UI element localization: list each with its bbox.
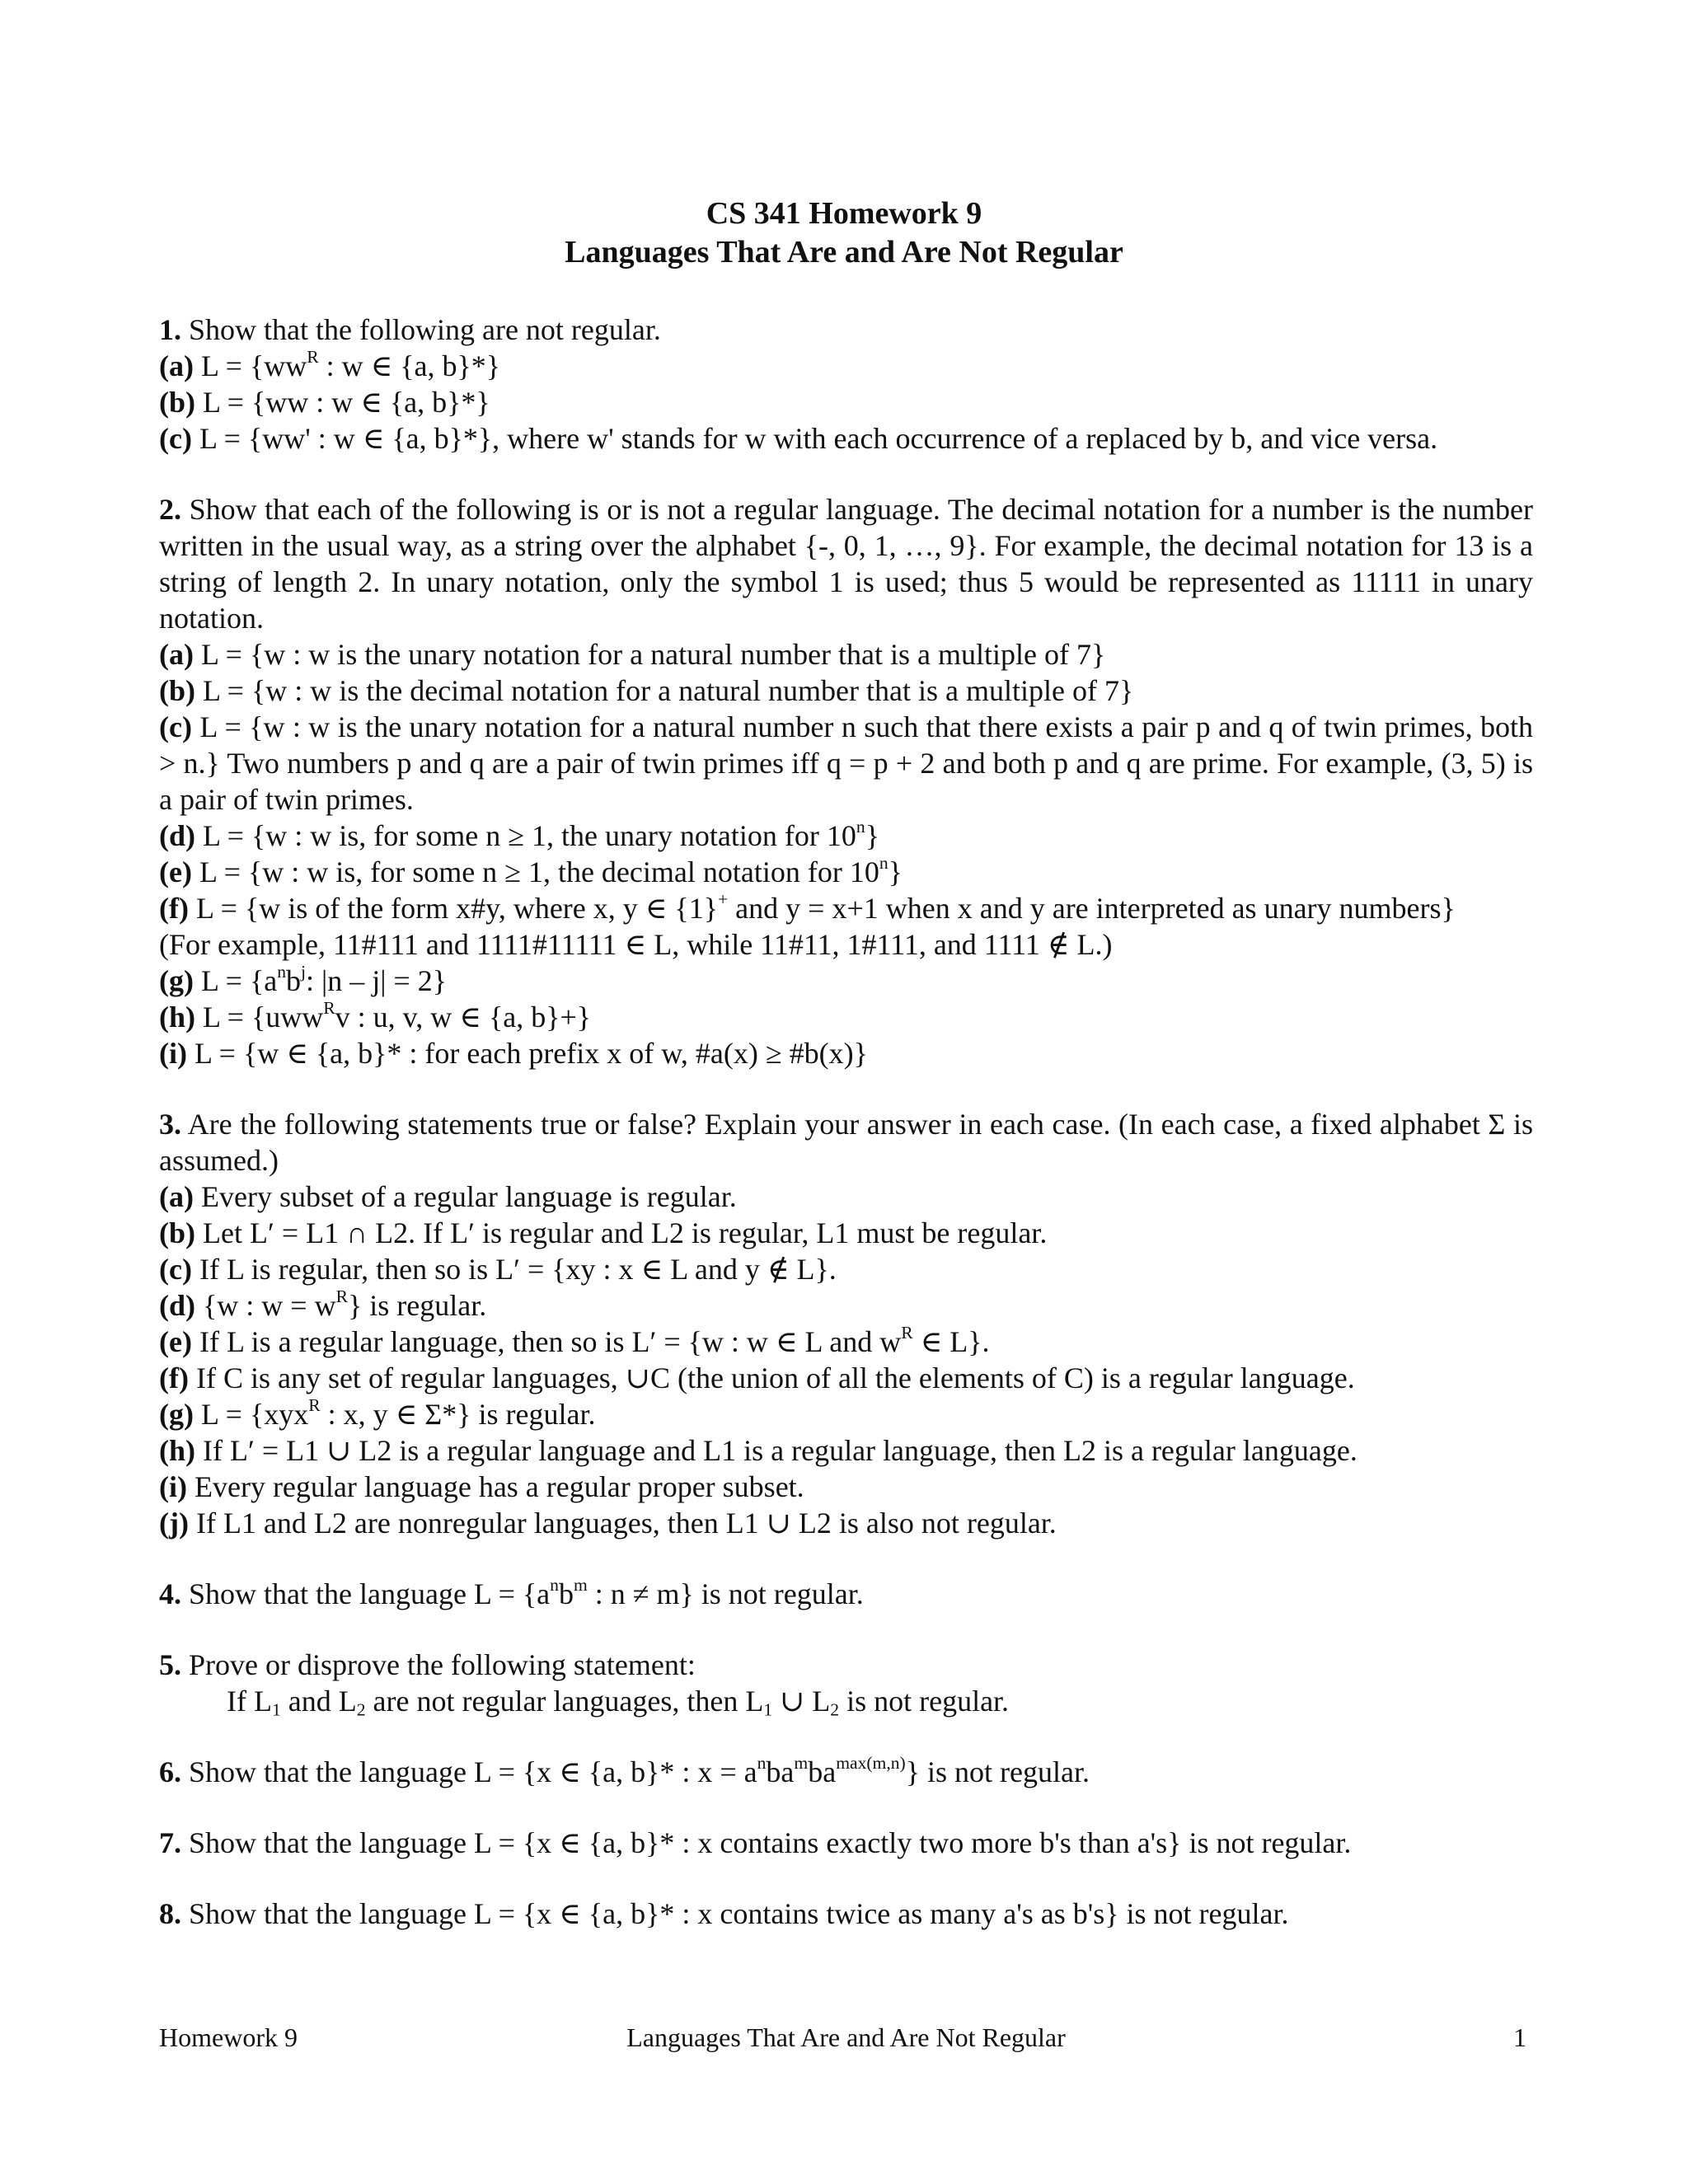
q1-part-a: (a) $L = \{ww^R$ : w ∈ {a, b}*} <box>159 346 501 382</box>
footer-homework-label: Homework 9 <box>159 2022 298 2052</box>
question-1 <box>159 312 1533 457</box>
q4-number: 4. <box>159 1577 181 1610</box>
q2-part-e: (e) L = {w : w is, for some n ≥ 1, the decimal notation for 10$^n$} <box>159 852 903 888</box>
q2-part-d: (d) L = {w : w is, for some n ≥ 1, the unary notation for 10$^n$} <box>159 816 879 852</box>
q7-number: 7. <box>159 1826 181 1859</box>
homework-body <box>159 312 1533 1966</box>
q8-text: 8. Show that the language L = {x ∈ {a, b}* : x contains twice as many a's as b's} is not regular. <box>159 1897 1289 1930</box>
document-title: CS 341 Homework 9 <box>706 196 982 231</box>
document-subtitle: Languages That Are and Are Not Regular <box>565 235 1123 269</box>
q2-part-c: (c) L = {w : w is the unary notation for a natural number n such that there exists a pair p and q of twin primes, both > n.} Two numbers p and q are a pair of twin primes iff q = p + 2 and both p and q are prime. For example, (3, 5) is a pair of twin primes. <box>159 710 1534 816</box>
q2-part-i: (i) L = {w ∈ {a, b}* : for each prefix x of w, #a(x) ≥ #b(x)} <box>159 1037 868 1070</box>
question-4 <box>159 1576 1533 1612</box>
question-6 <box>159 1754 1533 1790</box>
q3-part-c: (c) If L is regular, then so is L′ = {xy : x ∈ L and y ∉ L}. <box>159 1253 837 1286</box>
q3-part-a: (a) Every subset of a regular language is regular. <box>159 1180 737 1213</box>
q2-intro: 2. Show that each of the following is or is not a regular language. The decimal notation for a number is the number written in the usual way, as a string over the alphabet {-, 0, 1, …, 9}. For example, the decimal notation for 13 is a string of length 2. In unary notation, only the symbol 1 is used; thus 5 would be represented as 11111 in unary notation. <box>159 493 1533 635</box>
q1-prompt: 1. Show that the following are not regular. <box>159 313 661 346</box>
q2-part-f-example: (For example, 11#111 and 1111#11111 ∈ L, while 11#11, 1#111, and 1111 ∉ L.) <box>159 928 1113 961</box>
question-2 <box>159 491 1533 1071</box>
q3-part-h: (h) If L′ = L1 ∪ L2 is a regular language and L1 is a regular language, then L2 is a regular language. <box>159 1434 1357 1467</box>
question-5 <box>159 1647 1533 1719</box>
q7-text: 7. Show that the language L = {x ∈ {a, b}* : x contains exactly two more b's than a's} is not regular. <box>159 1826 1352 1859</box>
q1-number: 1. <box>159 313 181 346</box>
q3-part-e: (e) If L is a regular language, then so is L′ = {w : w ∈ L and $w^R$ ∈ L}. <box>159 1322 990 1358</box>
q2-part-b: (b) L = {w : w is the decimal notation for a natural number that is a multiple of 7} <box>159 674 1134 707</box>
q3-part-f: (f) If C is any set of regular languages, ∪C (the union of all the elements of C) is a regular language. <box>159 1361 1355 1394</box>
q1-part-c: (c) L = {ww' : w ∈ {a, b}*}, where w' stands for w with each occurrence of a replaced by b, and vice versa. <box>159 422 1438 455</box>
title-block <box>0 194 1688 272</box>
q5-number: 5. <box>159 1648 181 1681</box>
q4-text: 4. Show that the language $L = \{a^nb^m$ : n ≠ m} is not regular. <box>159 1574 864 1610</box>
q3-part-i: (i) Every regular language has a regular proper subset. <box>159 1470 804 1503</box>
q5-prompt: 5. Prove or disprove the following statement: <box>159 1648 696 1681</box>
q1-part-b: (b) L = {ww : w ∈ {a, b}*} <box>159 386 490 419</box>
q8-number: 8. <box>159 1897 181 1930</box>
q2-part-g: (g) $L = \{a^nb^j$: |n – j| = 2} <box>159 961 447 997</box>
q3-intro: 3. Are the following statements true or false? Explain your answer in each case. (In each case, a fixed alphabet Σ is assumed.) <box>159 1108 1533 1177</box>
q2-number: 2. <box>159 493 181 526</box>
q3-part-d: (d) {w : $w = w^R$} is regular. <box>159 1286 487 1322</box>
question-8 <box>159 1896 1533 1932</box>
q3-part-b: (b) Let L′ = L1 ∩ L2. If L′ is regular and L2 is regular, L1 must be regular. <box>159 1216 1048 1249</box>
q3-number: 3. <box>159 1108 181 1141</box>
q6-text: 6. Show that the language L = {x ∈ {a, b}* : $x = a^nba^mba^{max(m,n)}$} is not regular. <box>159 1752 1090 1788</box>
question-3 <box>159 1106 1533 1541</box>
q3-part-j: (j) If L1 and L2 are nonregular languages, then L1 ∪ L2 is also not regular. <box>159 1507 1057 1540</box>
q2-part-a: (a) L = {w : w is the unary notation for a natural number that is a multiple of 7} <box>159 638 1106 671</box>
page-number: 1 <box>1513 2022 1526 2052</box>
q2-part-f: (f) L = {w is of the form x#y, where x, y ∈ {1}+ and y = x+1 when x and y are interpreted as unary numbers} <box>159 888 1456 925</box>
q3-part-g: (g) L = {xyx$^R$ : x, y ∈ Σ*} is regular. <box>159 1394 596 1431</box>
q2-part-h: (h) L = {uww$^R$v : u, v, w ∈ {a, b}+} <box>159 997 592 1033</box>
question-7 <box>159 1825 1533 1861</box>
q5-statement: If $L_1$ and $L_2$ are not regular languages, then $L_1$ ∪ $L_2$ is not regular. <box>227 1685 1010 1720</box>
q6-number: 6. <box>159 1755 181 1788</box>
footer-title: Languages That Are and Are Not Regular <box>626 2022 1066 2052</box>
